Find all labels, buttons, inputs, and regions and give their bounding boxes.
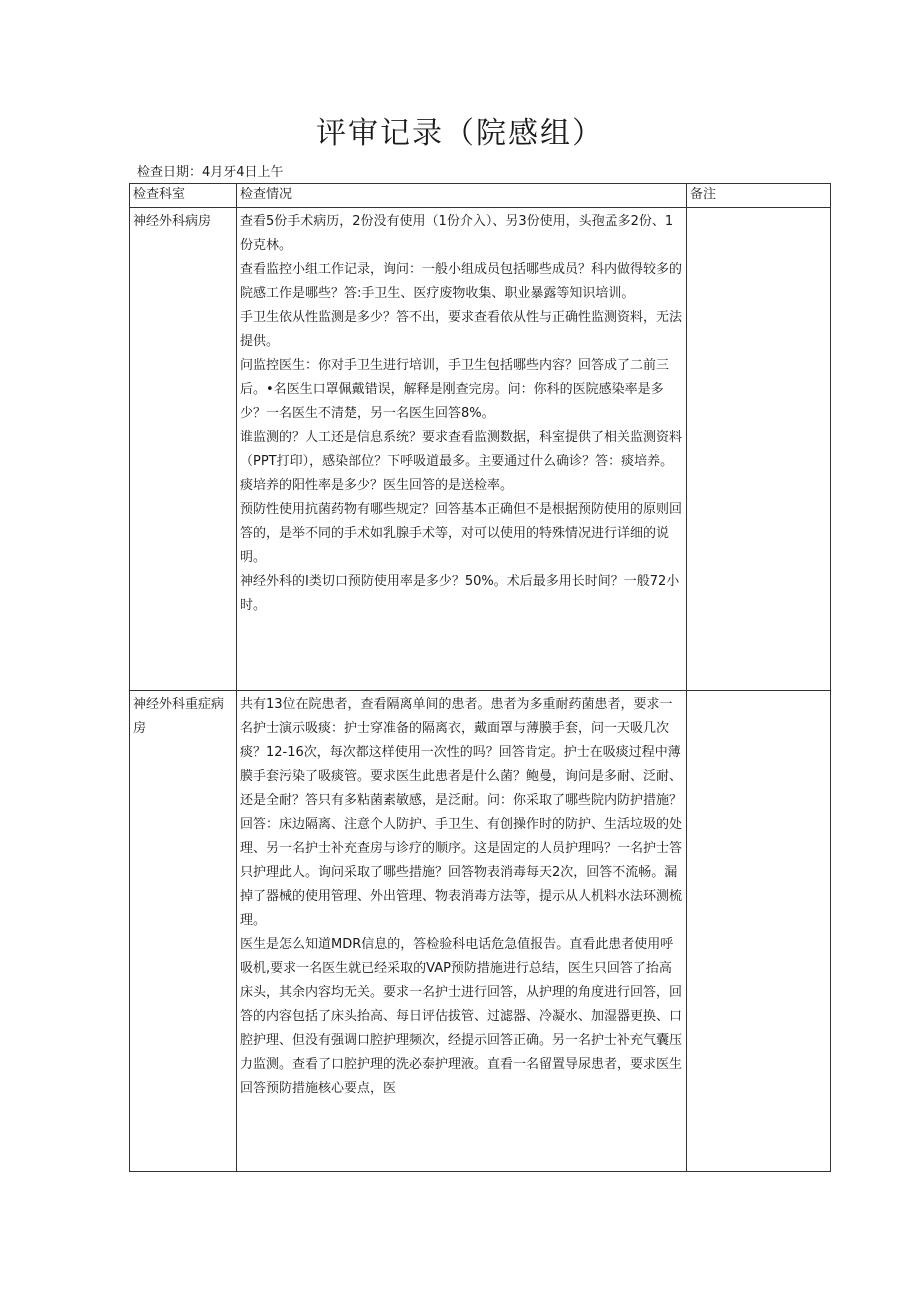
department-cell: 神经外科重症病房	[130, 691, 237, 1172]
inspection-status-cell	[237, 208, 687, 691]
status-paragraph: 查看5份手术病历，2份没有使用（1份介入）、另3份使用，头孢孟多2份、1份克林。	[240, 214, 674, 253]
status-paragraph: 手卫生依从性监测是多少？答不出，要求查看依从性与正确性监测资料，无法提供。	[240, 310, 683, 349]
table-header-row	[130, 184, 831, 208]
status-paragraph: 预防性使用抗菌药物有哪些规定？回答基本正确但不是根据预防使用的原则回答的，是举不同的手术如乳腺手术等，对可以使用的特殊情况进行详细的说明。	[240, 502, 683, 565]
remarks-cell	[687, 691, 831, 1172]
inspection-date: 检查日期：4月牙4日上午	[137, 165, 284, 180]
header-inspection-status: 检查情况	[237, 184, 687, 208]
status-paragraph: 问监控医生：你对手卫生进行培训，手卫生包括哪些内容？回答成了二前三后。•名医生口罩佩戴错误，解释是刚查完房。问：你科的医院感染率是多少？一名医生不清楚，另一名医生回答8%。	[240, 358, 670, 421]
table-row	[130, 691, 831, 1172]
header-department: 检查科室	[130, 184, 237, 208]
remarks-cell	[687, 208, 831, 691]
status-paragraph: 谁监测的？人工还是信息系统？要求查看监测数据，科室提供了相关监测资料（PPT打印），感染部位？下呼吸道最多。主要通过什么确诊？答：痰培养。痰培养的阳性率是多少？医生回答的是送检率。	[240, 430, 683, 493]
table-row	[130, 208, 831, 691]
inspection-status-cell	[237, 691, 687, 1172]
status-paragraph: 神经外科的I类切口预防使用率是多少？50%。术后最多用长时间？一般72小时。	[240, 574, 680, 613]
page-title: 评审记录（院感组）	[316, 116, 604, 151]
department-cell: 神经外科病房	[130, 208, 237, 691]
status-paragraph: 共有13位在院患者，查看隔离单间的患者。患者为多重耐药菌患者，要求一名护士演示吸痰：护士穿准备的隔离衣，戴面罩与薄膜手套，问一天吸几次痰？12-16次，每次都这样使用一次性的吗？回答肯定。护士在吸痰过程中薄膜手套污染了吸痰管。要求医生此患者是什么菌？鲍曼，询问是多耐、泛耐、还是全耐？答只有多粘菌素敏感，是泛耐。问：你采取了哪些院内防护措施？回答：床边隔离、注意个人防护、手卫生、有创操作时的防护、生活垃圾的处理、另一名护士补充查房与诊疗的顺序。这是固定的人员护理吗？一名护士答只护理此人。询问采取了哪些措施？回答物表消毒每天2次，回答不流畅。漏掉了器械的使用管理、外出管理、物表消毒方法等，提示从人机料水法环测梳理。	[240, 697, 683, 928]
status-paragraph: 查看监控小组工作记录，询问：一般小组成员包括哪些成员？科内做得较多的院感工作是哪些？答:手卫生、医疗废物收集、职业暴露等知识培训。	[240, 262, 683, 301]
status-paragraph: 医生是怎么知道MDR信息的，答检验科电话危急值报告。直看此患者使用呼吸机,要求一名医生就已经采取的VAP预防措施进行总结，医生只回答了抬高床头，其余内容均无关。要求一名护士进行回答，从护理的角度进行回答，回答的内容包括了床头抬高、每日评估拔管、过滤器、冷凝水、加湿器更换、口腔护理、但没有强调口腔护理频次，经提示回答正确。另一名护士补充气囊压力监测。查看了口腔护理的洗必泰护理液。直看一名留置导尿患者，要求医生回答预防措施核心要点，医	[240, 937, 683, 1096]
header-remarks: 备注	[687, 184, 831, 208]
review-record-table	[129, 183, 831, 1172]
